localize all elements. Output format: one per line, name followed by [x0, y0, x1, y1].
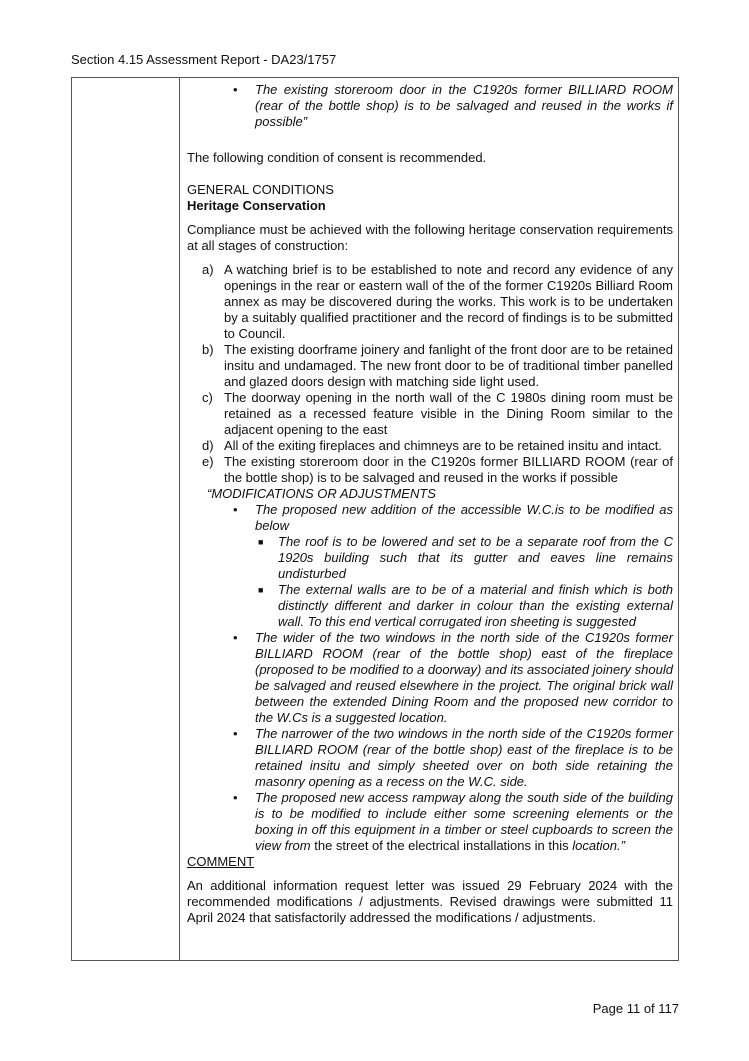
mod-last-part2: the street of the electrical installations in this: [310, 838, 573, 853]
condition-item: [187, 454, 673, 486]
modifications-heading: “MODIFICATIONS OR ADJUSTMENTS: [207, 486, 436, 501]
condition-text: The existing doorframe joinery and fanlight of the front door are to be retained insitu and undamaged. The new front door to be of traditional timber panelled and glazed doors design with matching side light used.: [224, 342, 673, 389]
sub-item: [255, 534, 673, 582]
bullet-icon: •: [233, 502, 238, 517]
bullet-icon: •: [233, 82, 238, 97]
mod-last-part1: The proposed new access rampway along the south side of the building is to be modified to include either some screening elements or the boxing in off this equipment in a timber or steel cupboards to screen the view from: [255, 790, 673, 853]
page-header: Section 4.15 Assessment Report - DA23/1757: [71, 52, 337, 67]
bullet-icon: •: [233, 790, 238, 805]
modification-item: [187, 790, 673, 854]
general-conditions-heading: GENERAL CONDITIONS: [187, 182, 334, 197]
comment-text: An additional information request letter was issued 29 February 2024 with the recommended modifications / adjustments. Revised drawings were submitted 11 April 2024 that satisfactorily addressed the modifications / adjustments.: [187, 878, 673, 925]
condition-text: The doorway opening in the north wall of the C 1980s dining room must be retained as a recessed feature visible in the Dining Room similar to the adjacent opening to the east: [224, 390, 673, 437]
sub-item-text: The roof is to be lowered and set to be a separate roof from the C 1920s building such that its gutter and eaves line remains undisturbed: [278, 534, 673, 581]
mod-last-part3: location.”: [572, 838, 625, 853]
condition-marker: e): [202, 454, 214, 469]
sub-item: [255, 582, 673, 630]
condition-marker: b): [202, 342, 214, 357]
modification-text-last: [255, 790, 673, 854]
table-left-column: [72, 78, 180, 960]
assessment-table: [71, 77, 679, 961]
modification-item: [187, 630, 673, 726]
condition-item: [187, 390, 673, 438]
square-bullet-icon: ■: [258, 585, 264, 595]
recommend-text: The following condition of consent is recommended.: [187, 150, 487, 165]
condition-marker: d): [202, 438, 214, 453]
table-content-cell: [187, 82, 673, 926]
square-bullet-icon: ■: [258, 537, 264, 547]
comment-heading: COMMENT: [187, 854, 255, 869]
modification-text: The narrower of the two windows in the north side of the C1920s former BILLIARD ROOM (rear of the bottle shop) east of the fireplace is to be retained insitu and simply sheeted over on both side retaining the masonry opening as a recess on the W.C. side.: [255, 726, 673, 789]
condition-marker: a): [202, 262, 214, 277]
condition-item: [187, 262, 673, 342]
condition-item: [187, 438, 673, 454]
sub-item-text: The external walls are to be of a material and finish which is both distinctly different and darker in colour than the existing external wall. To this end vertical corrugated iron sheeting is suggested: [278, 582, 673, 629]
condition-text: All of the exiting fireplaces and chimneys are to be retained insitu and intact.: [224, 438, 662, 453]
modification-text: The wider of the two windows in the north side of the C1920s former BILLIARD ROOM (rear of the bottle shop) east of the fireplace (proposed to be modified to a doorway) and its associated joinery should be salvaged and reused elsewhere in the project. The original brick wall between the extended Dining Room and the proposed new corridor to the W.Cs is a suggested location.: [255, 630, 673, 725]
conditions-list: [187, 262, 673, 486]
page-number: Page 11 of 117: [592, 1001, 679, 1016]
intro-bullet: [187, 82, 673, 130]
compliance-text: Compliance must be achieved with the following heritage conservation requirements at all stages of construction:: [187, 222, 673, 253]
condition-marker: c): [202, 390, 213, 405]
condition-text: The existing storeroom door in the C1920s former BILLIARD ROOM (rear of the bottle shop) is to be salvaged and reused in the works if possible: [224, 454, 673, 485]
bullet-icon: •: [233, 726, 238, 741]
bullet-icon: •: [233, 630, 238, 645]
modification-text: The proposed new addition of the accessible W.C.is to be modified as below: [255, 502, 673, 533]
modification-item: [187, 726, 673, 790]
heritage-heading: Heritage Conservation: [187, 198, 326, 213]
modifications-list: [187, 502, 673, 854]
condition-text: A watching brief is to be established to note and record any evidence of any openings in the rear or eastern wall of the of the former C1920s Billiard Room annex as may be discovered during the works. This work is to be undertaken by a suitably qualified practitioner and the record of findings is to be submitted to Council.: [224, 262, 673, 341]
condition-item: [187, 342, 673, 390]
intro-bullet-text: The existing storeroom door in the C1920s former BILLIARD ROOM (rear of the bottle shop) is to be salvaged and reused in the works if possible”: [255, 82, 673, 129]
modification-item: [187, 502, 673, 630]
